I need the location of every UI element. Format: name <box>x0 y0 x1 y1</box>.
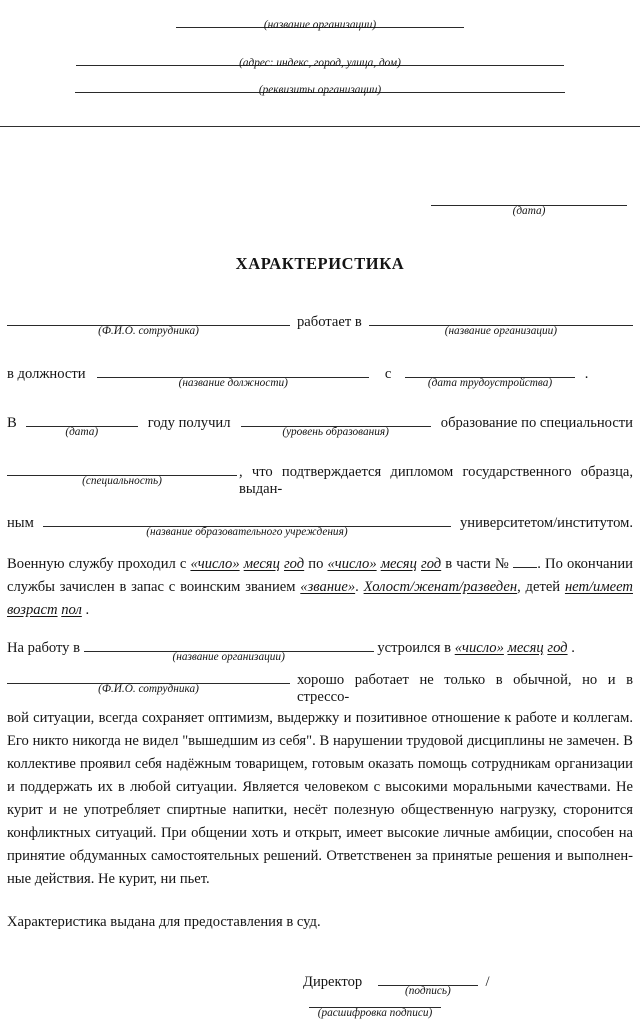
education-level-line <box>241 411 431 438</box>
military-text: . По окончании <box>537 556 633 572</box>
specialty-caption: (специальность) <box>82 475 162 487</box>
org-name-line <box>176 17 464 31</box>
signature-name-caption: (расшифровка подписи) <box>317 1007 433 1019</box>
education-year-caption: (дата) <box>65 426 99 438</box>
works-org-line <box>369 310 633 337</box>
military-placeholder-month: месяц <box>380 556 417 572</box>
issuer-row <box>7 511 633 538</box>
children-age-placeholder: возраст <box>7 602 58 618</box>
date-line <box>431 188 627 217</box>
works-row <box>7 310 633 337</box>
education-level-caption: (уровень образования) <box>282 426 389 438</box>
hired-period: . <box>571 640 575 656</box>
hired-org-line <box>84 636 374 663</box>
military-text: . <box>85 602 90 618</box>
education-lead: В <box>7 415 17 431</box>
military-placeholder-rank: «звание» <box>300 579 356 595</box>
military-placeholder-month: месяц <box>243 556 280 572</box>
military-placeholder-year: год <box>283 556 305 572</box>
position-lead: в должности <box>7 366 86 382</box>
signature-caption: (подпись) <box>404 985 451 997</box>
date-caption: (дата) <box>512 205 546 217</box>
military-line-2 <box>7 576 633 599</box>
header-divider <box>0 126 640 127</box>
military-line-1 <box>7 553 633 576</box>
marital-status-placeholder: Холост/женат/разведен <box>363 579 518 595</box>
unit-number-blank-line <box>513 554 537 568</box>
employee-name-line-2 <box>7 668 290 695</box>
specialty-row <box>7 460 633 498</box>
education-year-line <box>26 411 138 438</box>
employee-name-line <box>7 310 290 337</box>
org-header <box>7 17 633 127</box>
signature-line <box>378 970 478 997</box>
document-title: ХАРАКТЕРИСТИКА <box>235 254 405 273</box>
education-row <box>7 411 633 438</box>
org-address-line <box>76 55 564 69</box>
signature-name-line <box>309 992 441 1019</box>
military-text: , детей <box>517 579 561 595</box>
evaluation-line: ные действия. Не курит, ни пьет. <box>7 871 210 887</box>
hire-date-caption: (дата трудоустройства) <box>427 377 553 389</box>
position-row <box>7 362 633 389</box>
evaluation-paragraph <box>7 707 633 891</box>
military-placeholder-day: «число» <box>190 556 240 572</box>
evaluation-line: вой ситуации, всегда сохраняет оптимизм, выдержку и позитивное отношение к работе и коллегам. <box>7 710 633 726</box>
evaluation-line: курит и не употребляет спиртные напитки, несёт полезную общественную нагрузку, сторонится <box>7 802 633 818</box>
hired-connector: устроился в <box>377 640 452 656</box>
org-requisites-caption: (реквизиты организации) <box>258 84 382 96</box>
signer-role: Директор <box>303 974 363 990</box>
issuer-tail: университетом/институтом. <box>460 515 633 531</box>
military-text: Военную службу проходил с <box>7 556 187 572</box>
hired-row <box>7 636 633 663</box>
works-org-caption: (название организации) <box>444 325 558 337</box>
military-text: службы зачислен в запас с воинским званием <box>7 579 296 595</box>
military-paragraph <box>7 553 633 622</box>
position-caption: (название должности) <box>178 377 288 389</box>
institution-line <box>43 511 451 538</box>
evaluation-line: коллективе проявил себя надёжным товарищем, готовым оказать помощь сотрудникам организации <box>7 756 633 772</box>
military-text: по <box>308 556 324 572</box>
specialty-text: , что подтверждается дипломом государственного образца, выдан- <box>239 464 633 497</box>
position-period: . <box>584 366 589 382</box>
military-line-3 <box>7 599 633 622</box>
closing-statement: Характеристика выдана для предоставления в суд. <box>7 914 321 930</box>
hired-lead: На работу в <box>7 640 80 656</box>
military-placeholder-day: «число» <box>327 556 377 572</box>
org-name-caption: (название организации) <box>263 19 377 31</box>
military-text: . <box>355 579 359 595</box>
signature-row <box>7 970 633 1019</box>
org-requisites-line <box>75 82 565 96</box>
evaluation-line: Его никто никогда не видел "вышедшим из себя". В нарушении трудовой дисциплины не замечен. В <box>7 733 633 749</box>
works-connector: работает в <box>297 314 362 330</box>
issuer-lead: ным <box>7 515 34 531</box>
org-address-caption: (адрес: индекс, город, улица, дом) <box>239 57 401 69</box>
hired-placeholder-month: месяц <box>507 640 544 656</box>
hired-placeholder-year: год <box>547 640 568 656</box>
evaluation-line: конфликтных ситуаций. При общении хоть и открыт, имеет высокие личные амбиции, способен на <box>7 825 633 841</box>
children-placeholder: нет/имеет <box>564 579 633 595</box>
hired-placeholder-day: «число» <box>454 640 504 656</box>
hire-date-line <box>405 362 575 389</box>
evaluation-line: и поддержать их в любой ситуации. Является человеком с высокими моральными качествами. Не <box>7 779 633 795</box>
military-placeholder-year: год <box>421 556 442 572</box>
children-gender-placeholder: пол <box>61 602 82 618</box>
education-tail: образование по специальности <box>440 415 633 431</box>
position-connector: с <box>384 366 392 382</box>
signature-separator: / <box>485 974 490 990</box>
evaluation-intro-text: хорошо работает не только в обычной, но и в стрессо- <box>297 672 633 705</box>
employee-name-caption: (Ф.И.О. сотрудника) <box>98 325 199 337</box>
evaluation-line: принятие обдуманных самостоятельных решений. Ответственен за принятые решения и выполнен- <box>7 848 633 864</box>
military-text: в части № <box>445 556 510 572</box>
specialty-line <box>7 460 237 487</box>
employee-evaluation-intro-row <box>7 668 633 706</box>
position-line <box>97 362 369 389</box>
employee-name-caption-2: (Ф.И.О. сотрудника) <box>98 683 199 695</box>
institution-caption: (название образовательного учреждения) <box>146 526 348 538</box>
hired-org-caption: (название организации) <box>172 651 285 663</box>
education-connector: году получил <box>147 415 231 431</box>
